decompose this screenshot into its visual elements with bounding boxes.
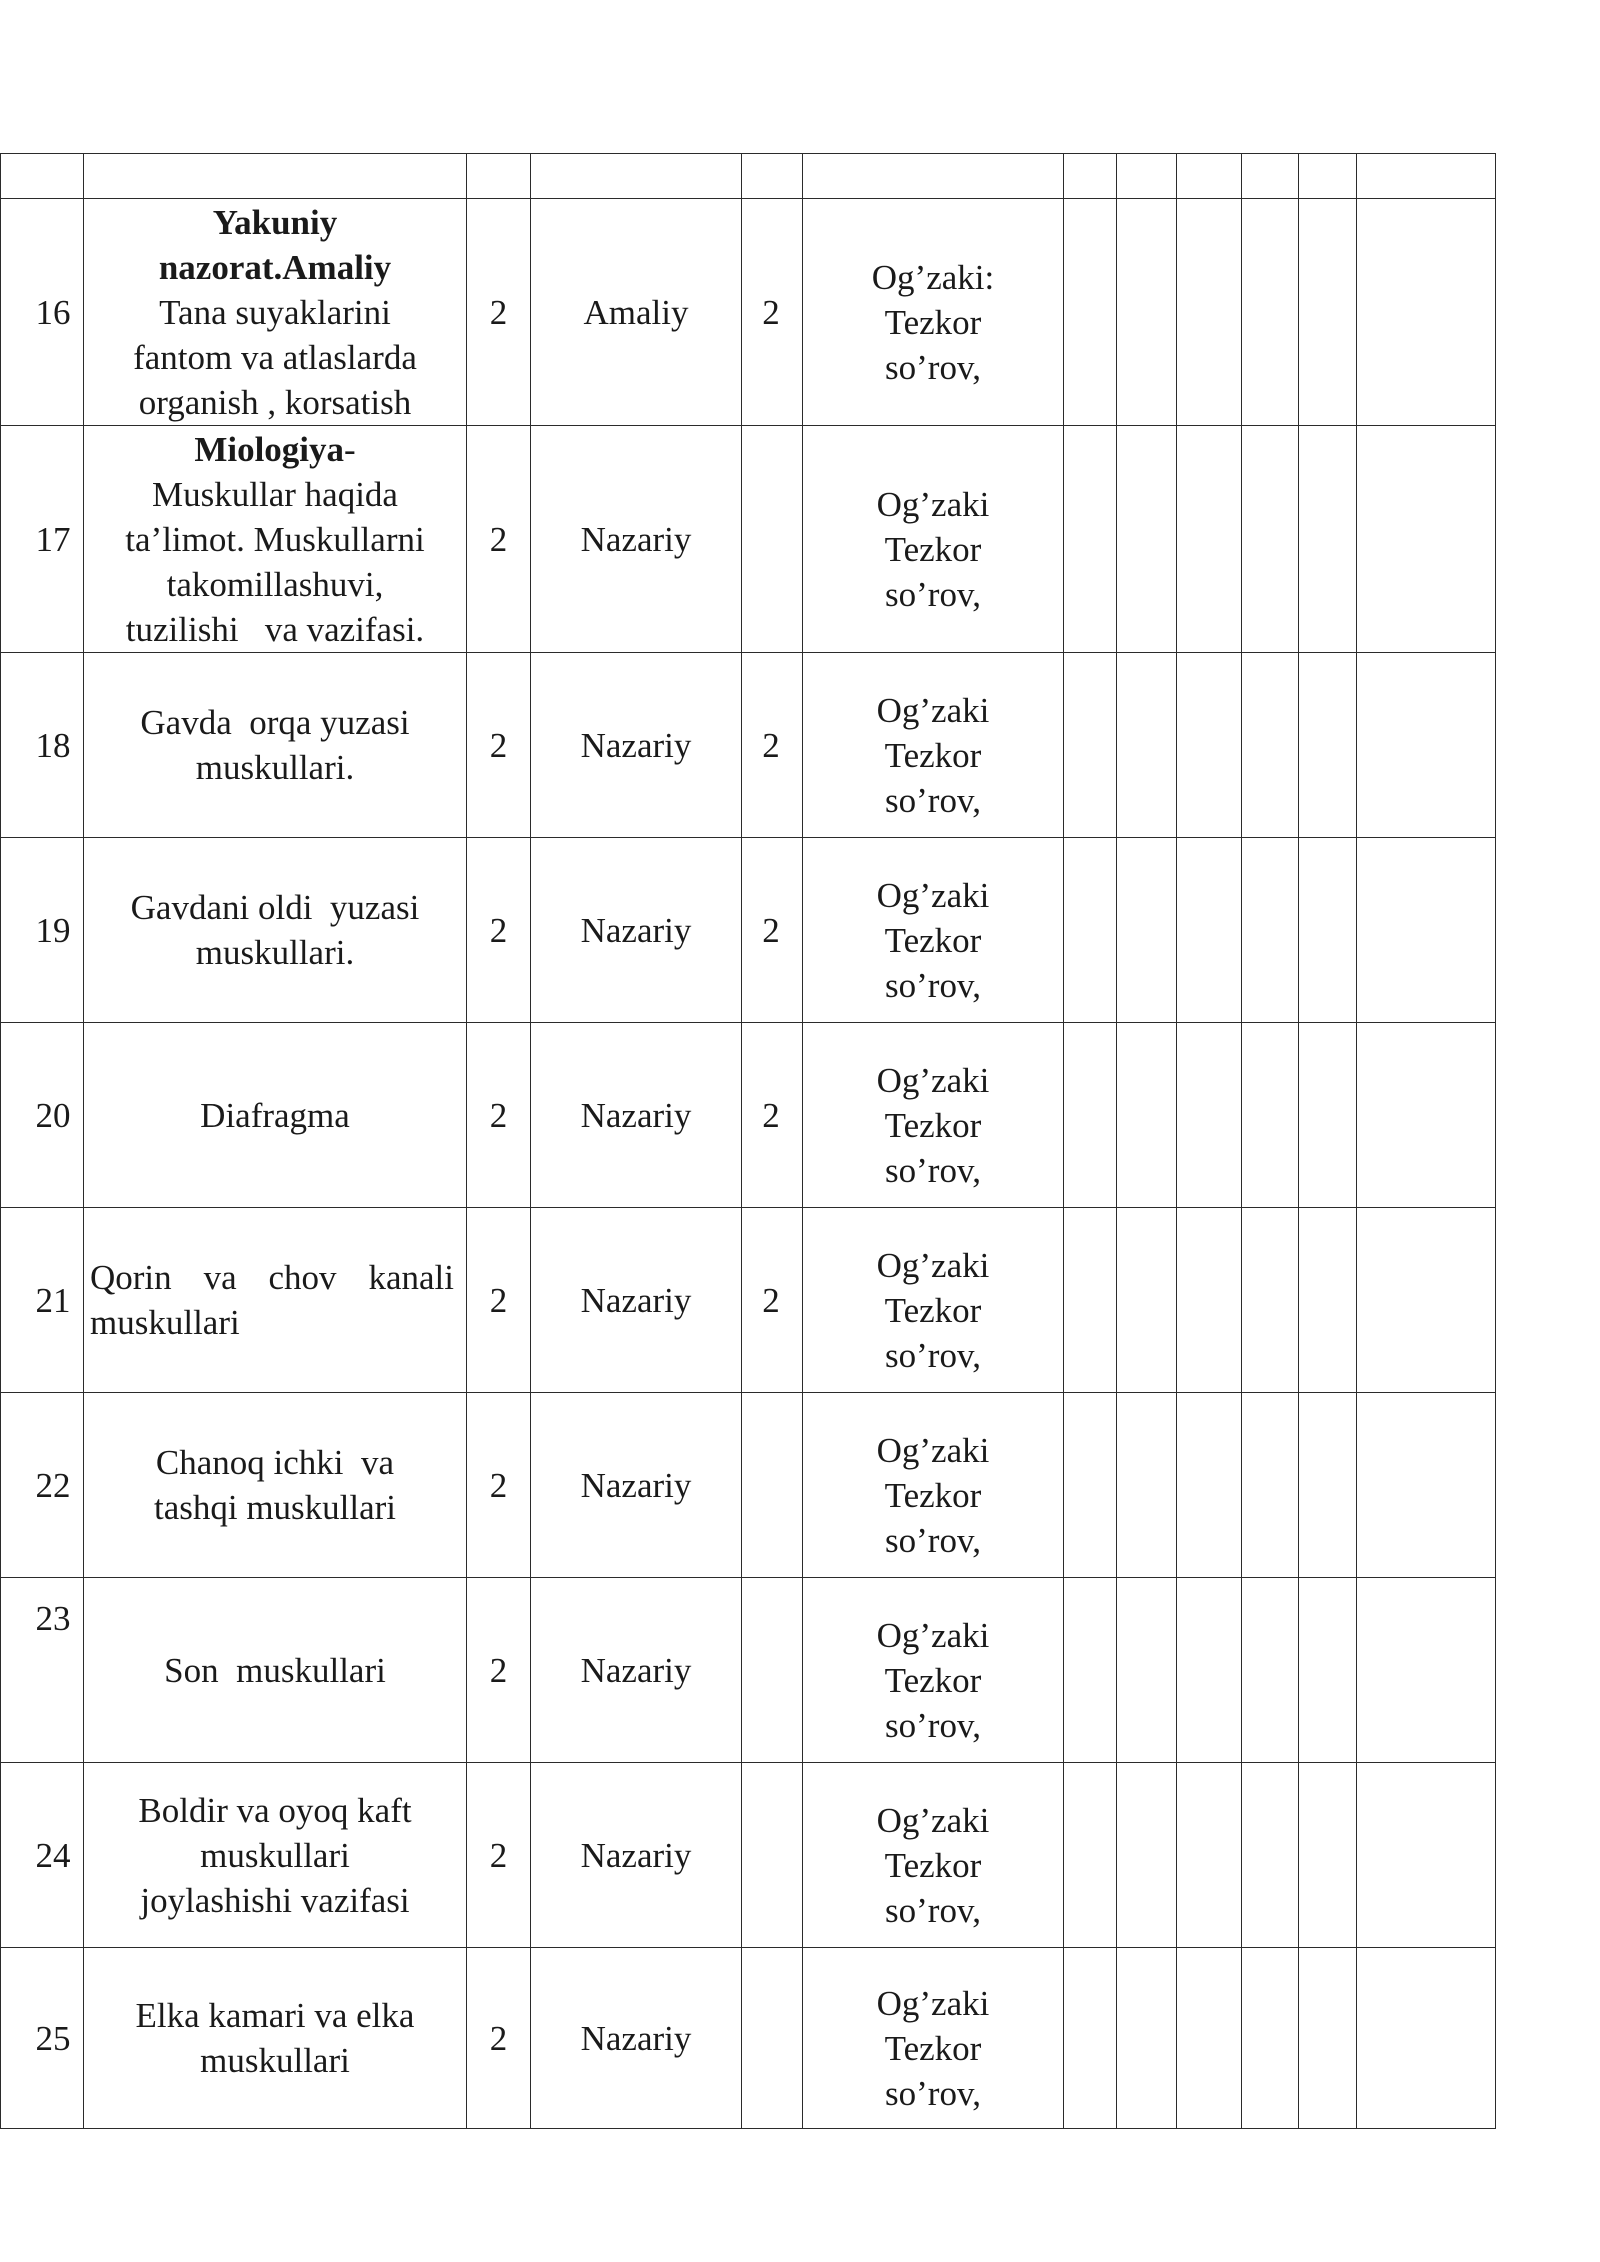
topic-text: takomillashuvi, xyxy=(166,564,384,604)
empty-cell xyxy=(1242,1948,1299,2129)
header-cell xyxy=(531,154,742,199)
topic-text: muskullari xyxy=(90,1303,240,1342)
topic-text: tuzilishi va vazifasi. xyxy=(125,609,425,649)
topic-text: organish , korsatish xyxy=(138,382,412,422)
row-number: 21 xyxy=(1,1208,84,1393)
empty-cell xyxy=(1299,1023,1357,1208)
lesson-type-cell: Nazariy xyxy=(531,1763,742,1948)
empty-cell xyxy=(1299,1208,1357,1393)
table-header-row xyxy=(1,154,1496,199)
topic-text: Diafragma xyxy=(200,1095,350,1135)
empty-cell xyxy=(1299,426,1357,653)
assessment-text: so’rov, xyxy=(885,347,981,387)
topic-cell xyxy=(84,1763,467,1948)
header-cell xyxy=(803,154,1064,199)
assessment-cell xyxy=(803,1393,1064,1578)
empty-cell xyxy=(1064,1578,1117,1763)
topic-text: fantom va atlaslarda xyxy=(133,337,417,377)
empty-cell xyxy=(1357,1023,1496,1208)
hours-secondary-cell: 2 xyxy=(742,653,803,838)
empty-cell xyxy=(1177,1578,1242,1763)
row-number: 24 xyxy=(1,1763,84,1948)
lesson-type-cell: Nazariy xyxy=(531,1948,742,2129)
header-cell xyxy=(467,154,531,199)
topic-bold-text: nazorat.Amaliy xyxy=(158,247,392,287)
assessment-text: so’rov, xyxy=(885,1705,981,1745)
empty-cell xyxy=(1064,426,1117,653)
empty-cell xyxy=(1242,199,1299,426)
hours-cell: 2 xyxy=(467,426,531,653)
empty-cell xyxy=(1064,1948,1117,2129)
empty-cell xyxy=(1299,653,1357,838)
topic-cell xyxy=(84,1948,467,2129)
header-cell xyxy=(84,154,467,199)
assessment-text: Og’zaki xyxy=(876,1800,990,1840)
row-number: 18 xyxy=(1,653,84,838)
empty-cell xyxy=(1177,1023,1242,1208)
hours-cell: 2 xyxy=(467,1393,531,1578)
hours-cell: 2 xyxy=(467,1763,531,1948)
table-row xyxy=(1,1763,1496,1948)
hours-cell: 2 xyxy=(467,653,531,838)
hours-secondary-cell xyxy=(742,1578,803,1763)
topic-text: muskullari. xyxy=(195,933,355,972)
topic-cell xyxy=(84,838,467,1023)
assessment-text: so’rov, xyxy=(885,1335,981,1375)
empty-cell xyxy=(1177,1948,1242,2129)
empty-cell xyxy=(1117,199,1177,426)
empty-cell xyxy=(1299,1948,1357,2129)
table-row xyxy=(1,1578,1496,1763)
hours-secondary-cell: 2 xyxy=(742,1208,803,1393)
topic-cell xyxy=(84,1023,467,1208)
empty-cell xyxy=(1177,1393,1242,1578)
row-number: 23 xyxy=(1,1578,84,1763)
assessment-text: Og’zaki xyxy=(876,690,990,730)
empty-cell xyxy=(1064,1763,1117,1948)
topic-cell xyxy=(84,653,467,838)
lesson-type-cell: Nazariy xyxy=(531,426,742,653)
assessment-cell xyxy=(803,1208,1064,1393)
hours-cell: 2 xyxy=(467,1023,531,1208)
empty-cell xyxy=(1357,653,1496,838)
assessment-text: Og’zaki xyxy=(876,484,990,524)
hours-secondary-cell: 2 xyxy=(742,199,803,426)
assessment-cell xyxy=(803,1578,1064,1763)
empty-cell xyxy=(1242,1578,1299,1763)
topic-text: Tana suyaklarini xyxy=(159,292,391,332)
empty-cell xyxy=(1117,653,1177,838)
assessment-cell xyxy=(803,653,1064,838)
header-cell xyxy=(1117,154,1177,199)
assessment-text: so’rov, xyxy=(885,1890,981,1930)
topic-bold-text: Yakuniy xyxy=(212,202,338,242)
empty-cell xyxy=(1117,1578,1177,1763)
lesson-type-cell: Nazariy xyxy=(531,653,742,838)
assessment-text: so’rov, xyxy=(885,574,981,614)
hours-secondary-cell: 2 xyxy=(742,1023,803,1208)
assessment-text: so’rov, xyxy=(885,1520,981,1560)
hours-secondary-cell xyxy=(742,1763,803,1948)
hours-cell: 2 xyxy=(467,1208,531,1393)
empty-cell xyxy=(1242,1023,1299,1208)
hours-secondary-cell xyxy=(742,426,803,653)
empty-cell xyxy=(1177,1208,1242,1393)
assessment-cell xyxy=(803,838,1064,1023)
assessment-text: Og’zaki xyxy=(876,875,990,915)
empty-cell xyxy=(1242,1763,1299,1948)
assessment-text: so’rov, xyxy=(885,2073,981,2113)
assessment-cell xyxy=(803,1763,1064,1948)
topic-text: Boldir va oyoq kaft xyxy=(138,1790,412,1830)
assessment-cell xyxy=(803,1948,1064,2129)
empty-cell xyxy=(1242,1393,1299,1578)
empty-cell xyxy=(1242,838,1299,1023)
empty-cell xyxy=(1177,1763,1242,1948)
empty-cell xyxy=(1357,426,1496,653)
assessment-text: so’rov, xyxy=(885,965,981,1005)
topic-text: muskullari xyxy=(200,2041,350,2080)
table-row xyxy=(1,1948,1496,2129)
empty-cell xyxy=(1064,1023,1117,1208)
row-number: 16 xyxy=(1,199,84,426)
hours-secondary-cell: 2 xyxy=(742,838,803,1023)
hours-cell: 2 xyxy=(467,838,531,1023)
header-cell xyxy=(1064,154,1117,199)
assessment-text: Tezkor xyxy=(884,529,982,569)
table-row xyxy=(1,1023,1496,1208)
empty-cell xyxy=(1117,1208,1177,1393)
empty-cell xyxy=(1242,653,1299,838)
table-row xyxy=(1,1208,1496,1393)
assessment-text: Og’zaki xyxy=(876,1983,990,2023)
empty-cell xyxy=(1357,1948,1496,2129)
assessment-text: so’rov, xyxy=(885,1150,981,1190)
assessment-text: Tezkor xyxy=(884,302,982,342)
empty-cell xyxy=(1064,653,1117,838)
empty-cell xyxy=(1177,838,1242,1023)
empty-cell xyxy=(1299,838,1357,1023)
topic-text: Chanoq ichki va xyxy=(155,1443,395,1482)
empty-cell xyxy=(1117,1763,1177,1948)
table-row xyxy=(1,1393,1496,1578)
assessment-text: Tezkor xyxy=(884,735,982,775)
header-cell xyxy=(1299,154,1357,199)
topic-text: ta’limot. Muskullarni xyxy=(125,519,425,559)
assessment-text: Tezkor xyxy=(884,1105,982,1145)
header-cell xyxy=(742,154,803,199)
lesson-type-cell: Amaliy xyxy=(531,199,742,426)
hours-cell: 2 xyxy=(467,199,531,426)
topic-cell xyxy=(84,1578,467,1763)
empty-cell xyxy=(1299,1763,1357,1948)
lesson-type-cell: Nazariy xyxy=(531,1578,742,1763)
assessment-text: Tezkor xyxy=(884,1845,982,1885)
topic-cell xyxy=(84,1393,467,1578)
assessment-text: Tezkor xyxy=(884,1290,982,1330)
topic-text: Qorin va chov kanali xyxy=(90,1258,454,1297)
lesson-type-cell: Nazariy xyxy=(531,838,742,1023)
lesson-type-cell: Nazariy xyxy=(531,1023,742,1208)
topic-text: Muskullar haqida xyxy=(152,474,398,514)
header-cell xyxy=(1357,154,1496,199)
row-number: 20 xyxy=(1,1023,84,1208)
empty-cell xyxy=(1117,1023,1177,1208)
assessment-text: Og’zaki xyxy=(876,1615,990,1655)
assessment-text: Tezkor xyxy=(884,2028,982,2068)
table-row xyxy=(1,838,1496,1023)
empty-cell xyxy=(1299,1578,1357,1763)
assessment-cell xyxy=(803,1023,1064,1208)
empty-cell xyxy=(1357,199,1496,426)
topic-cell xyxy=(84,1208,467,1393)
hours-secondary-cell xyxy=(742,1948,803,2129)
empty-cell xyxy=(1177,199,1242,426)
topic-text: Elka kamari va elka xyxy=(135,1996,415,2035)
assessment-text: Og’zaki xyxy=(876,1245,990,1285)
table-row xyxy=(1,426,1496,653)
row-number: 19 xyxy=(1,838,84,1023)
topic-text: joylashishi vazifasi xyxy=(140,1880,410,1920)
lesson-type-cell: Nazariy xyxy=(531,1208,742,1393)
topic-bold-text: Miologiya xyxy=(194,429,345,469)
topic-text: muskullari. xyxy=(195,748,355,787)
empty-cell xyxy=(1064,1393,1117,1578)
empty-cell xyxy=(1357,1208,1496,1393)
assessment-text: Og’zaki xyxy=(876,1430,990,1470)
row-number: 25 xyxy=(1,1948,84,2129)
assessment-text: Tezkor xyxy=(884,1660,982,1700)
topic-text: muskullari xyxy=(200,1835,350,1875)
empty-cell xyxy=(1242,1208,1299,1393)
empty-cell xyxy=(1117,838,1177,1023)
topic-cell xyxy=(84,199,467,426)
empty-cell xyxy=(1117,1393,1177,1578)
header-cell xyxy=(1242,154,1299,199)
topic-text: Son muskullari xyxy=(164,1650,386,1690)
topic-cell xyxy=(84,426,467,653)
assessment-text: Tezkor xyxy=(884,1475,982,1515)
empty-cell xyxy=(1357,838,1496,1023)
empty-cell xyxy=(1299,199,1357,426)
table-row xyxy=(1,653,1496,838)
topic-text: tashqi muskullari xyxy=(153,1488,397,1527)
assessment-text: Tezkor xyxy=(884,920,982,960)
empty-cell xyxy=(1357,1763,1496,1948)
assessment-text: Og’zaki: xyxy=(871,257,995,297)
hours-secondary-cell xyxy=(742,1393,803,1578)
empty-cell xyxy=(1064,838,1117,1023)
row-number: 22 xyxy=(1,1393,84,1578)
assessment-cell xyxy=(803,426,1064,653)
table-row xyxy=(1,199,1496,426)
row-number: 17 xyxy=(1,426,84,653)
lesson-plan-table xyxy=(0,153,1496,2129)
empty-cell xyxy=(1242,426,1299,653)
empty-cell xyxy=(1357,1578,1496,1763)
lesson-type-cell: Nazariy xyxy=(531,1393,742,1578)
topic-text: Gavda orqa yuzasi xyxy=(140,703,410,742)
header-cell xyxy=(1177,154,1242,199)
empty-cell xyxy=(1299,1393,1357,1578)
header-cell xyxy=(1,154,84,199)
empty-cell xyxy=(1064,199,1117,426)
topic-text: - xyxy=(344,429,356,469)
topic-text: Gavdani oldi yuzasi xyxy=(130,888,420,927)
empty-cell xyxy=(1177,653,1242,838)
assessment-text: Og’zaki xyxy=(876,1060,990,1100)
empty-cell xyxy=(1064,1208,1117,1393)
empty-cell xyxy=(1177,426,1242,653)
assessment-text: so’rov, xyxy=(885,780,981,820)
hours-cell: 2 xyxy=(467,1948,531,2129)
empty-cell xyxy=(1357,1393,1496,1578)
empty-cell xyxy=(1117,426,1177,653)
empty-cell xyxy=(1117,1948,1177,2129)
hours-cell: 2 xyxy=(467,1578,531,1763)
assessment-cell xyxy=(803,199,1064,426)
